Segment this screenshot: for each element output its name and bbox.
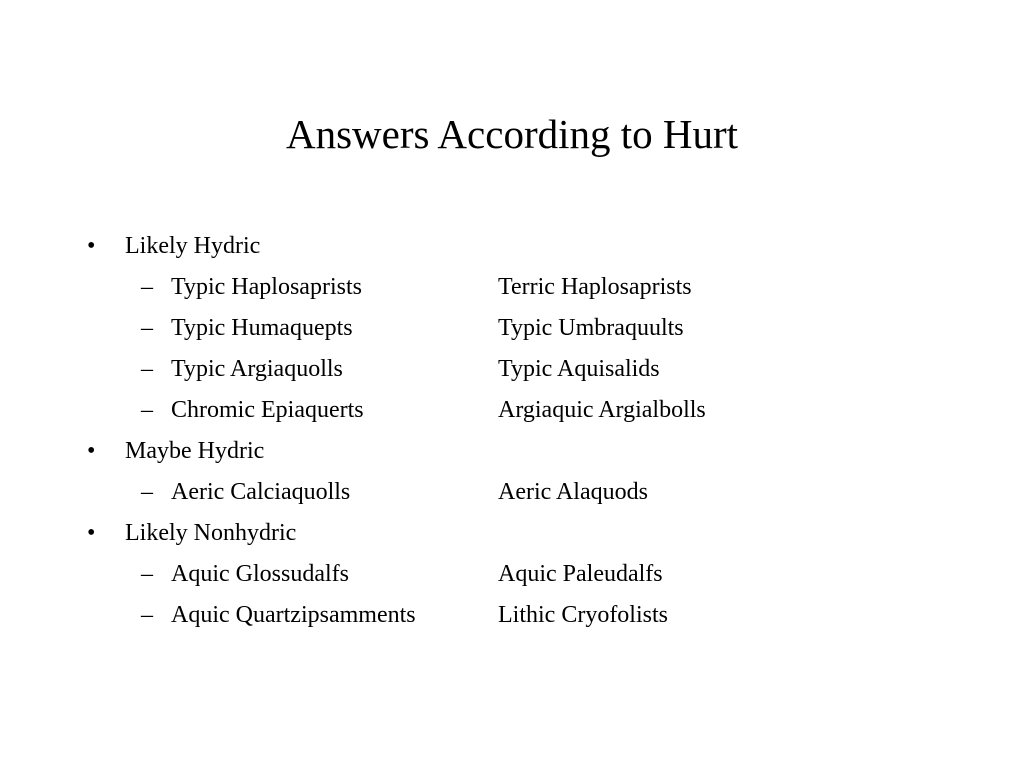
soil-name-left: Aquic Glossudalfs <box>171 561 349 587</box>
soil-name-right: Aquic Paleudalfs <box>498 561 663 587</box>
slide-title: Answers According to Hurt <box>285 111 739 157</box>
soil-name-left: Typic Haplosaprists <box>171 274 362 300</box>
sub-item-row <box>0 349 1024 390</box>
dash-icon: – <box>141 274 153 300</box>
bullet-item-likely-hydric <box>0 226 1024 267</box>
sub-item-row <box>0 267 1024 308</box>
soil-name-right: Argiaquic Argialbolls <box>498 397 706 423</box>
soil-name-right: Lithic Cryofolists <box>498 602 668 628</box>
bullet-icon: • <box>87 520 96 546</box>
bullet-label: Likely Nonhydric <box>125 520 297 546</box>
dash-icon: – <box>141 315 153 341</box>
dash-icon: – <box>141 602 153 628</box>
dash-icon: – <box>141 356 153 382</box>
bullet-label: Likely Hydric <box>125 233 261 259</box>
bullet-item-likely-nonhydric <box>0 513 1024 554</box>
bullet-icon: • <box>87 233 96 259</box>
bullet-list <box>0 226 1024 636</box>
soil-name-right: Aeric Alaquods <box>498 479 648 505</box>
sub-item-row <box>0 472 1024 513</box>
soil-name-left: Aquic Quartzipsamments <box>171 602 416 628</box>
soil-name-left: Aeric Calciaquolls <box>171 479 351 505</box>
soil-name-left: Typic Argiaquolls <box>171 356 343 382</box>
bullet-label: Maybe Hydric <box>125 438 265 464</box>
bullet-icon: • <box>87 438 96 464</box>
sub-item-row <box>0 554 1024 595</box>
sub-item-row <box>0 390 1024 431</box>
dash-icon: – <box>141 479 153 505</box>
soil-name-right: Typic Aquisalids <box>498 356 660 382</box>
sub-item-row <box>0 595 1024 636</box>
bullet-item-maybe-hydric <box>0 431 1024 472</box>
soil-name-right: Terric Haplosaprists <box>498 274 692 300</box>
dash-icon: – <box>141 397 153 423</box>
sub-item-row <box>0 308 1024 349</box>
soil-name-left: Typic Humaquepts <box>171 315 353 341</box>
soil-name-right: Typic Umbraquults <box>498 315 684 341</box>
soil-name-left: Chromic Epiaquerts <box>171 397 364 423</box>
dash-icon: – <box>141 561 153 587</box>
